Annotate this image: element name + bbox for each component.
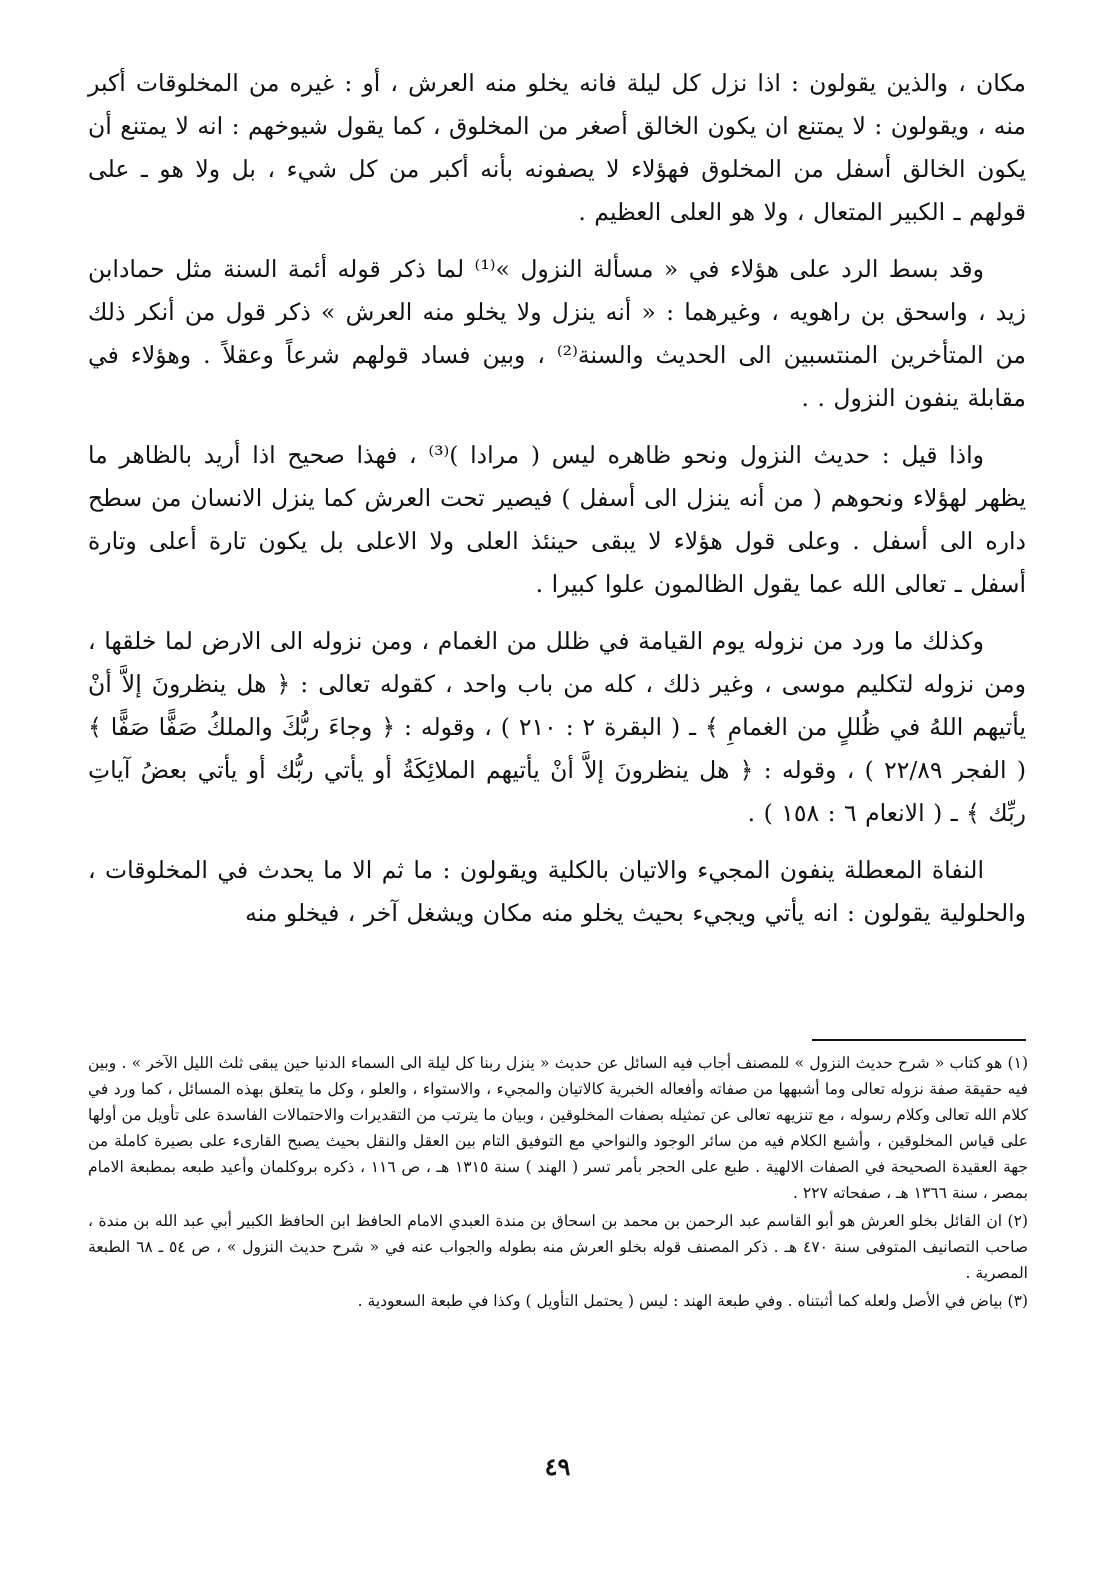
- page-number: ٤٩: [544, 1452, 571, 1481]
- footnote-2: (٢) ان القائل بخلو العرش هو أبو القاسم عبد الرحمن بن محمد بن اسحاق بن مندة العبدي الامام الحافظ ابن الحافظ الكبير أبي عبد الله بن مندة ، صاحب التصانيف المتوفى سنة ٤٧٠ هـ . ذكر المصنف قوله بخلو العرش منه بطوله والجواب عنه في « شرح حديث النزول » ، ص ٥٤ ـ ٦٨ الطبعة المصرية .: [88, 1212, 1028, 1282]
- paragraph-1: مكان ، والذين يقولون : اذا نزل كل ليلة فانه يخلو منه العرش ، أو : غيره من المخلوقات أكبر منه ، ويقولون : لا يمتنع ان يكون الخالق أصغر من المخلوق ، كما يقول شيوخهم : انه لا يمتنع أن يكون الخالق أسفل من المخلوق فهؤلاء لا يصفونه بأنه أكبر من كل شيء ، بل ولا هو ـ على قولهم ـ الكبير المتعال ، ولا هو العلى العظيم .: [88, 69, 1026, 226]
- footnote-3: (٣) بياض في الأصل ولعله كما أثبتناه . وفي طبعة الهند : ليس ( يحتمل التأويل ) وكذا في طبعة السعودية .: [357, 1292, 1028, 1310]
- footnotes: [88, 1050, 1028, 1316]
- paragraph-3: واذا قيل : حديث النزول ونحو ظاهره ليس ( مرادا )⁽³⁾ ، فهذا صحيح اذا أريد بالظاهر ما يظهر لهؤلاء ونحوهم ( من أنه ينزل الى أسفل ) فيصير تحت العرش كما ينزل الانسان من سطح داره الى أسفل . وعلى قول هؤلاء لا يبقى حينئذ العلى ولا الاعلى بل يكون تارة أعلى وتارة أسفل ـ تعالى الله عما يقول الظالمون علوا كبيرا .: [88, 441, 1026, 598]
- paragraph-2: وقد بسط الرد على هؤلاء في « مسألة النزول »⁽¹⁾ لما ذكر قوله أئمة السنة مثل حمادابن زيد ، واسحق بن راهويه ، وغيرهما : « أنه ينزل ولا يخلو منه العرش » ذكر قول من أنكر ذلك من المتأخرين المنتسبين الى الحديث والسنة⁽²⁾ ، وبين فساد قولهم شرعاً وعقلاً . وهؤلاء في مقابلة ينفون النزول . .: [88, 255, 1026, 412]
- paragraph-5: النفاة المعطلة ينفون المجيء والاتيان بالكلية ويقولون : ما ثم الا ما يحدث في المخلوقات ، والحلولية يقولون : انه يأتي ويجيء بحيث يخلو منه مكان ويشغل آخر ، فيخلو منه: [88, 856, 1026, 927]
- paragraph-4: وكذلك ما ورد من نزوله يوم القيامة في ظلل من الغمام ، ومن نزوله الى الارض لما خلقها ، ومن نزوله لتكليم موسى ، وغير ذلك ، كله من باب واحد ، كقوله تعالى : ﴿ هل ينظرونَ إلاَّ أنْ يأتيهم اللهُ في ظُللٍ من الغمامِ ﴾ ـ ( البقرة ٢ : ٢١٠ ) ، وقوله : ﴿ وجاءَ ربُّكَ والملكُ صَفًّا صَفًّا ﴾ ( الفجر ٢٢/٨٩ ) ، وقوله : ﴿ هل ينظرونَ إلاَّ أنْ يأتيهم الملائِكَةُ أو يأتي ربُّك أو يأتي بعضُ آياتِ ربِّك ﴾ ـ ( الانعام ٦ : ١٥٨ ) .: [88, 627, 1026, 827]
- main-text: [88, 62, 1026, 949]
- footnote-separator: [812, 1039, 1026, 1041]
- footnote-1: (١) هو كتاب « شرح حديث النزول » للمصنف أجاب فيه السائل عن حديث « ينزل ربنا كل ليلة الى السماء الدنيا حين يبقى ثلث الليل الآخر » . وبين فيه حقيقة صفة نزوله تعالى وما أشبهها من صفاته وأفعاله الخبرية كالاتيان والمجيء ، والاستواء ، والعلو ، وكل ما يتعلق بهذه المسائل ، كما ورد في كلام الله تعالى وكلام رسوله ، مع تنزيهه تعالى عن تمثيله بصفات المخلوقين ، وبيان ما يترتب من التقديرات والاحتمالات الفاسدة على تأويل من أولها على قياس المخلوقين ، وأشبع الكلام فيه من سائر الوجود والنواحي مع التوفيق التام بين العقل والنقل بحيث يصبح القارىء على بصيرة كاملة من جهة العقيدة الصحيحة في الصفات الالهية . طبع على الحجر بأمر تسر ( الهند ) سنة ١٣١٥ هـ ، ص ١١٦ ، ذكره بروكلمان وأعيد طبعه بمطبعة الامام بمصر ، سنة ١٣٦٦ هـ ، صفحاته ٢٢٧ .: [88, 1054, 1029, 1202]
